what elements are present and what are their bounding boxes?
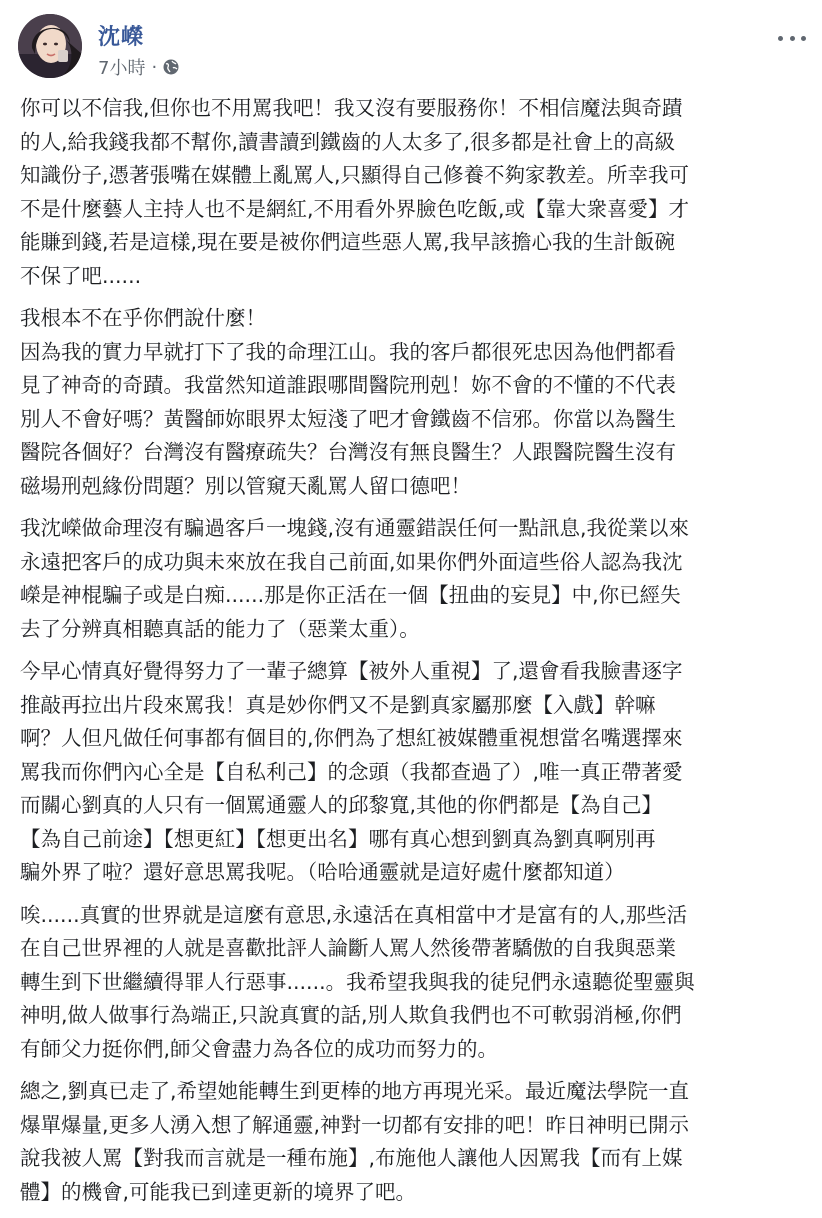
text-line: 別人不會好嗎？黃醫師妳眼界太短淺了吧才會鐵齒不信邪。你當以為醫生 [20, 406, 676, 431]
paragraph [20, 1075, 810, 1209]
meta-separator: · [151, 56, 158, 78]
post-body [20, 92, 810, 1218]
text-line: 今早心情真好覺得努力了一輩子總算【被外人重視】了,還會看我臉書逐字 [20, 659, 683, 683]
text-line: 有師父力挺你們,師父會盡力為各位的成功而努力的。 [20, 1036, 499, 1061]
text-line: 說我被人罵【對我而言就是一種布施】,布施他人讓他人因罵我【而有上媒 [20, 1146, 683, 1170]
text-line: 啊？人但凡做任何事都有個目的,你們為了想紅被媒體重視想當名嘴選擇來 [20, 726, 683, 750]
text-line: 體】的機會,可能我已到達更新的境界了吧。 [20, 1179, 417, 1204]
text-line: 我沈嶸做命理沒有騙過客戶一塊錢,沒有通靈錯誤任何一點訊息,我從業以來 [20, 516, 690, 540]
more-options-icon[interactable] [778, 28, 806, 48]
author-name[interactable]: 沈嶸 [98, 25, 145, 50]
paragraph [20, 92, 810, 293]
text-line: 因為我的實力早就打下了我的命理江山。我的客戶都很死忠因為他們都看 [20, 339, 676, 364]
paragraph [20, 899, 810, 1067]
text-line: 嶸是神棍騙子或是白痴......那是你正活在一個【扭曲的妄見】中,你已經失 [20, 583, 681, 607]
text-line: 我根本不在乎你們說什麼！ [20, 306, 266, 330]
text-line: 神明,做人做事行為端正,只說真實的話,別人欺負我們也不可軟弱消極,你們 [20, 1003, 682, 1027]
text-line: 能賺到錢,若是這樣,現在要是被你們這些惡人罵,我早該擔心我的生計飯碗 [20, 230, 676, 254]
avatar[interactable] [18, 14, 82, 78]
text-line: 在自己世界裡的人就是喜歡批評人論斷人罵人然後帶著驕傲的自我與惡業 [20, 936, 676, 960]
text-line: 的人,給我錢我都不幫你,讀書讀到鐵齒的人太多了,很多都是社會上的高級 [20, 129, 676, 154]
text-line: 騙外界了啦？還好意思罵我呢。（哈哈通靈就是這好處什麼都知道） [20, 860, 625, 884]
text-line: 你可以不信我,但你也不用罵我吧！我又沒有要服務你！不相信魔法與奇蹟 [20, 96, 683, 120]
text-line: 永遠把客戶的成功與未來放在我自己前面,如果你們外面這些俗人認為我沈 [20, 549, 683, 574]
avatar-image [18, 14, 82, 78]
paragraph [20, 655, 810, 890]
text-line: 不保了吧...... [20, 263, 142, 288]
text-line: 唉......真實的世界就是這麼有意思,永遠活在真相當中才是富有的人,那些活 [20, 902, 688, 927]
text-line: 知識份子,憑著張嘴在媒體上亂罵人,只顯得自己修養不夠家教差。所幸我可 [20, 163, 690, 187]
text-line: 總之,劉真已走了,希望她能轉生到更棒的地方再現光采。最近魔法學院一直 [20, 1079, 690, 1103]
text-line: 見了神奇的奇蹟。我當然知道誰跟哪間醫院刑剋！妳不會的不懂的不代表 [20, 373, 676, 397]
text-line: 爆單爆量,更多人湧入想了解通靈,神對一切都有安排的吧！昨日神明已開示 [20, 1112, 690, 1137]
post-time[interactable]: 7小時 [98, 58, 146, 79]
text-line: 轉生到下世繼續得罪人行惡事......。我希望我與我的徒兒們永遠聽從聖靈與 [20, 969, 695, 994]
globe-icon [163, 59, 179, 75]
text-line: 磁場刑剋緣份問題？別以管窺天亂罵人留口德吧！ [20, 473, 471, 498]
text-line: 【為自己前途】【想更紅】【想更出名】哪有真心想到劉真為劉真啊別再 [20, 826, 656, 851]
paragraph [20, 302, 810, 503]
text-line: 去了分辨真相聽真話的能力了（惡業太重）。 [20, 616, 420, 641]
paragraph [20, 512, 810, 646]
text-line: 而關心劉真的人只有一個罵通靈人的邱黎寬,其他的你們都是【為自己】 [20, 793, 663, 817]
post-header [18, 14, 822, 84]
post-meta [98, 54, 179, 80]
text-line: 罵我而你們內心全是【自私利己】的念頭（我都查過了）,唯一真正帶著愛 [20, 759, 683, 784]
text-line: 推敲再拉出片段來罵我！真是妙你們又不是劉真家屬那麼【入戲】幹嘛 [20, 692, 656, 717]
text-line: 醫院各個好？台灣沒有醫療疏失？台灣沒有無良醫生？人跟醫院醫生沒有 [20, 440, 676, 464]
text-line: 不是什麼藝人主持人也不是網紅,不用看外界臉色吃飯,或【靠大衆喜愛】才 [20, 196, 690, 221]
